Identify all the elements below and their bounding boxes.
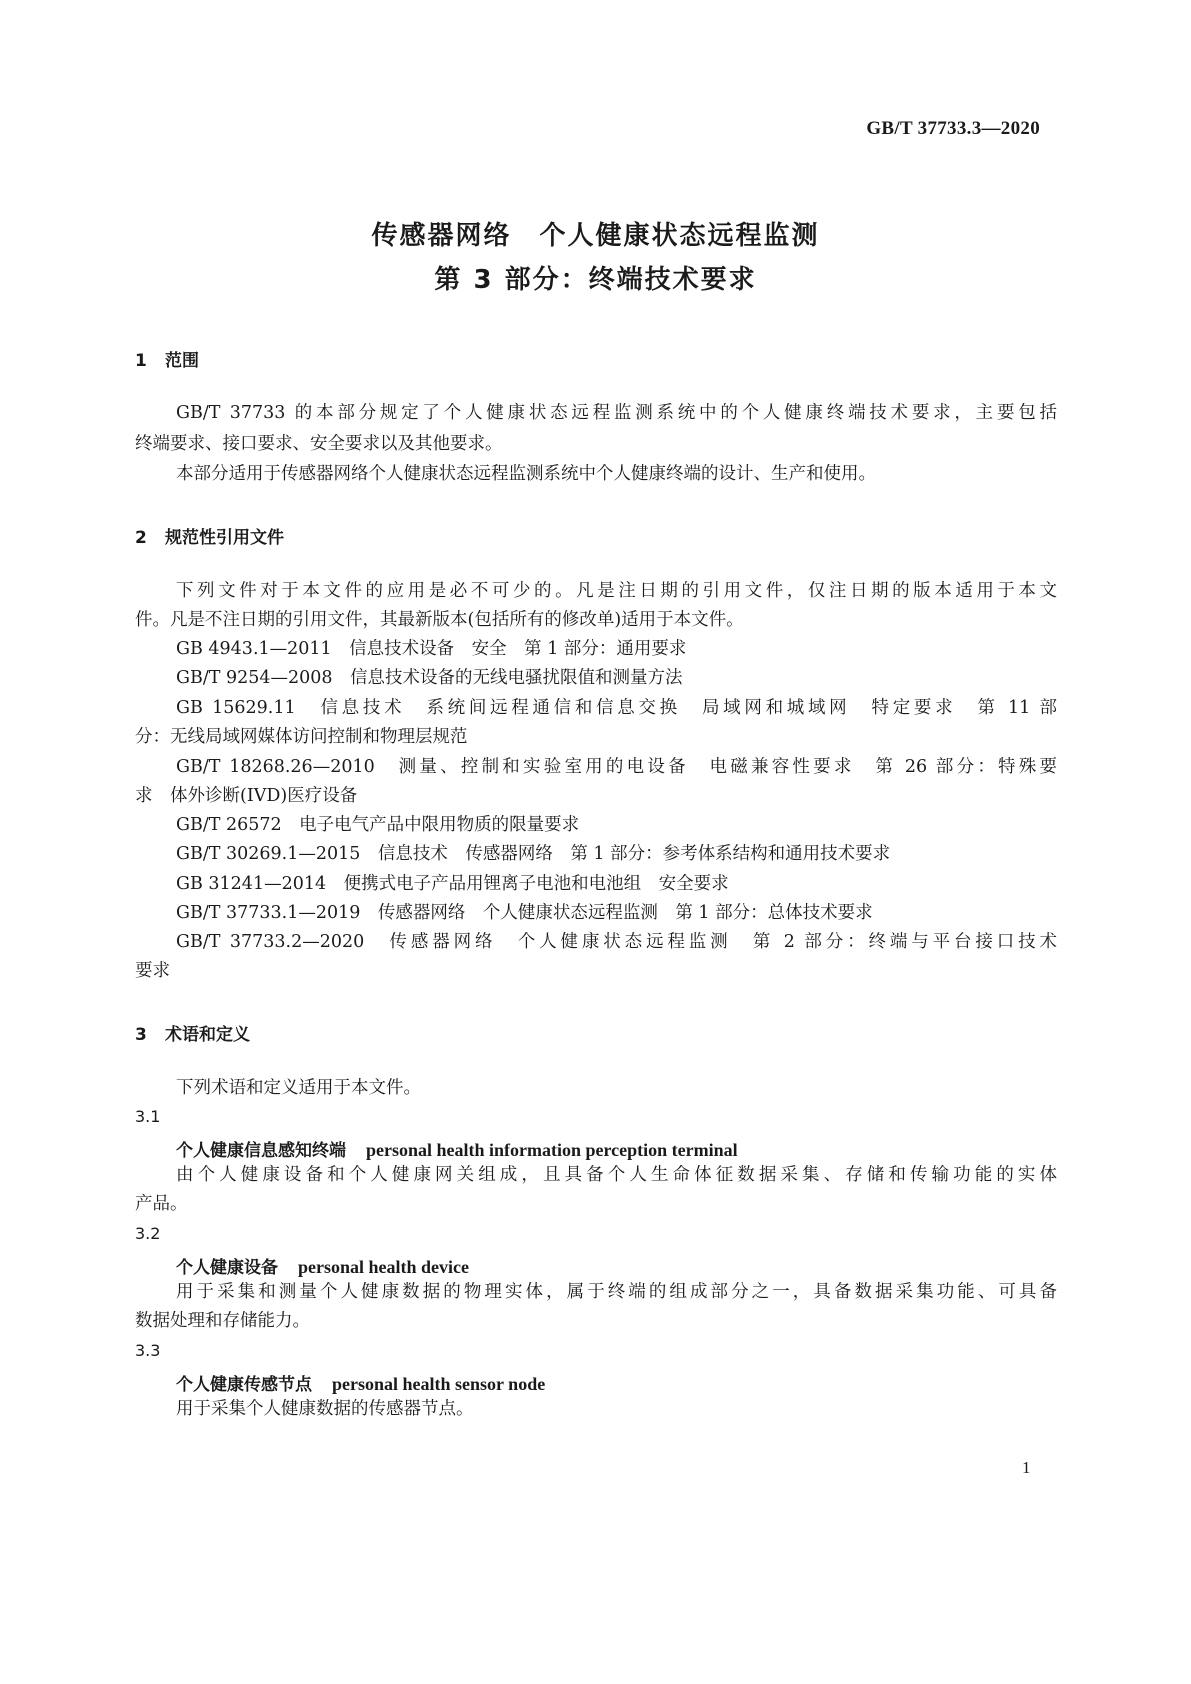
document-title-line2: 第 3 部分：终端技术要求 bbox=[434, 265, 757, 295]
term-english: personal health sensor node bbox=[332, 1374, 546, 1394]
reference-line: GB 4943.1—2011 信息技术设备 安全 第 1 部分：通用要求 bbox=[176, 639, 687, 659]
reference-line: GB/T 37733.1—2019 传感器网络 个人健康状态远程监测 第 1 部分：总体技术要求 bbox=[176, 903, 873, 923]
paragraph-line: 本部分适用于传感器网络个人健康状态远程监测系统中个人健康终端的设计、生产和使用。 bbox=[176, 464, 876, 484]
term-entry bbox=[176, 1136, 738, 1161]
section-number: 2 bbox=[135, 528, 147, 548]
section-title: 术语和定义 bbox=[165, 1025, 250, 1045]
term-chinese: 个人健康信息感知终端 bbox=[176, 1141, 346, 1161]
definition-line: 数据处理和存储能力。 bbox=[135, 1311, 310, 1331]
section-title: 范围 bbox=[165, 351, 199, 371]
reference-line: GB/T 37733.2—2020 传感器网络 个人健康状态远程监测 第 2 部分：终端与平台接口技术 bbox=[176, 932, 1057, 952]
term-entry bbox=[176, 1253, 469, 1278]
reference-line: GB/T 18268.26—2010 测量、控制和实验室用的电设备 电磁兼容性要求 第 26 部分：特殊要 bbox=[176, 757, 1057, 777]
section-number: 1 bbox=[135, 351, 147, 371]
definition-line: 由个人健康设备和个人健康网关组成，且具备个人生命体征数据采集、存储和传输功能的实体 bbox=[176, 1165, 1057, 1185]
section-number: 3 bbox=[135, 1025, 147, 1045]
reference-line: 求 体外诊断(IVD)医疗设备 bbox=[135, 786, 358, 806]
reference-line: GB 31241—2014 便携式电子产品用锂离子电池和电池组 安全要求 bbox=[176, 874, 729, 894]
paragraph-line: GB/T 37733 的本部分规定了个人健康状态远程监测系统中的个人健康终端技术要求，主要包括 bbox=[176, 403, 1057, 423]
paragraph-line: 下列文件对于本文件的应用是必不可少的。凡是注日期的引用文件，仅注日期的版本适用于本文 bbox=[176, 581, 1057, 601]
section-heading-terms-definitions bbox=[135, 1020, 250, 1045]
term-chinese: 个人健康设备 bbox=[176, 1258, 278, 1278]
definition-line: 用于采集和测量个人健康数据的物理实体，属于终端的组成部分之一，具备数据采集功能、可具备 bbox=[176, 1282, 1057, 1302]
term-entry bbox=[176, 1370, 545, 1395]
reference-line: GB/T 30269.1—2015 信息技术 传感器网络 第 1 部分：参考体系结构和通用技术要求 bbox=[176, 844, 891, 864]
clause-number: 3.1 bbox=[135, 1107, 161, 1126]
standard-code: GB/T 37733.3—2020 bbox=[866, 118, 1040, 139]
page-number: 1 bbox=[1022, 1458, 1031, 1477]
term-chinese: 个人健康传感节点 bbox=[176, 1375, 312, 1395]
paragraph-line: 下列术语和定义适用于本文件。 bbox=[176, 1078, 421, 1098]
term-english: personal health information perception terminal bbox=[366, 1140, 738, 1160]
reference-line: GB/T 26572 电子电气产品中限用物质的限量要求 bbox=[176, 815, 580, 835]
definition-line: 用于采集个人健康数据的传感器节点。 bbox=[176, 1399, 474, 1419]
clause-number: 3.2 bbox=[135, 1224, 161, 1243]
clause-number: 3.3 bbox=[135, 1341, 161, 1360]
term-english: personal health device bbox=[298, 1257, 469, 1277]
section-title: 规范性引用文件 bbox=[165, 528, 284, 548]
section-heading-scope bbox=[135, 346, 199, 371]
reference-line: 要求 bbox=[135, 961, 170, 981]
reference-line: GB/T 9254—2008 信息技术设备的无线电骚扰限值和测量方法 bbox=[176, 668, 683, 688]
paragraph-line: 件。凡是不注日期的引用文件，其最新版本(包括所有的修改单)适用于本文件。 bbox=[135, 610, 744, 630]
section-heading-normative-references bbox=[135, 523, 284, 548]
reference-line: 分：无线局域网媒体访问控制和物理层规范 bbox=[135, 727, 468, 747]
reference-line: GB 15629.11 信息技术 系统间远程通信和信息交换 局域网和城域网 特定要求 第 11 部 bbox=[176, 698, 1057, 718]
document-title-line1: 传感器网络 个人健康状态远程监测 bbox=[371, 221, 820, 251]
paragraph-line: 终端要求、接口要求、安全要求以及其他要求。 bbox=[135, 434, 503, 454]
definition-line: 产品。 bbox=[135, 1194, 188, 1214]
